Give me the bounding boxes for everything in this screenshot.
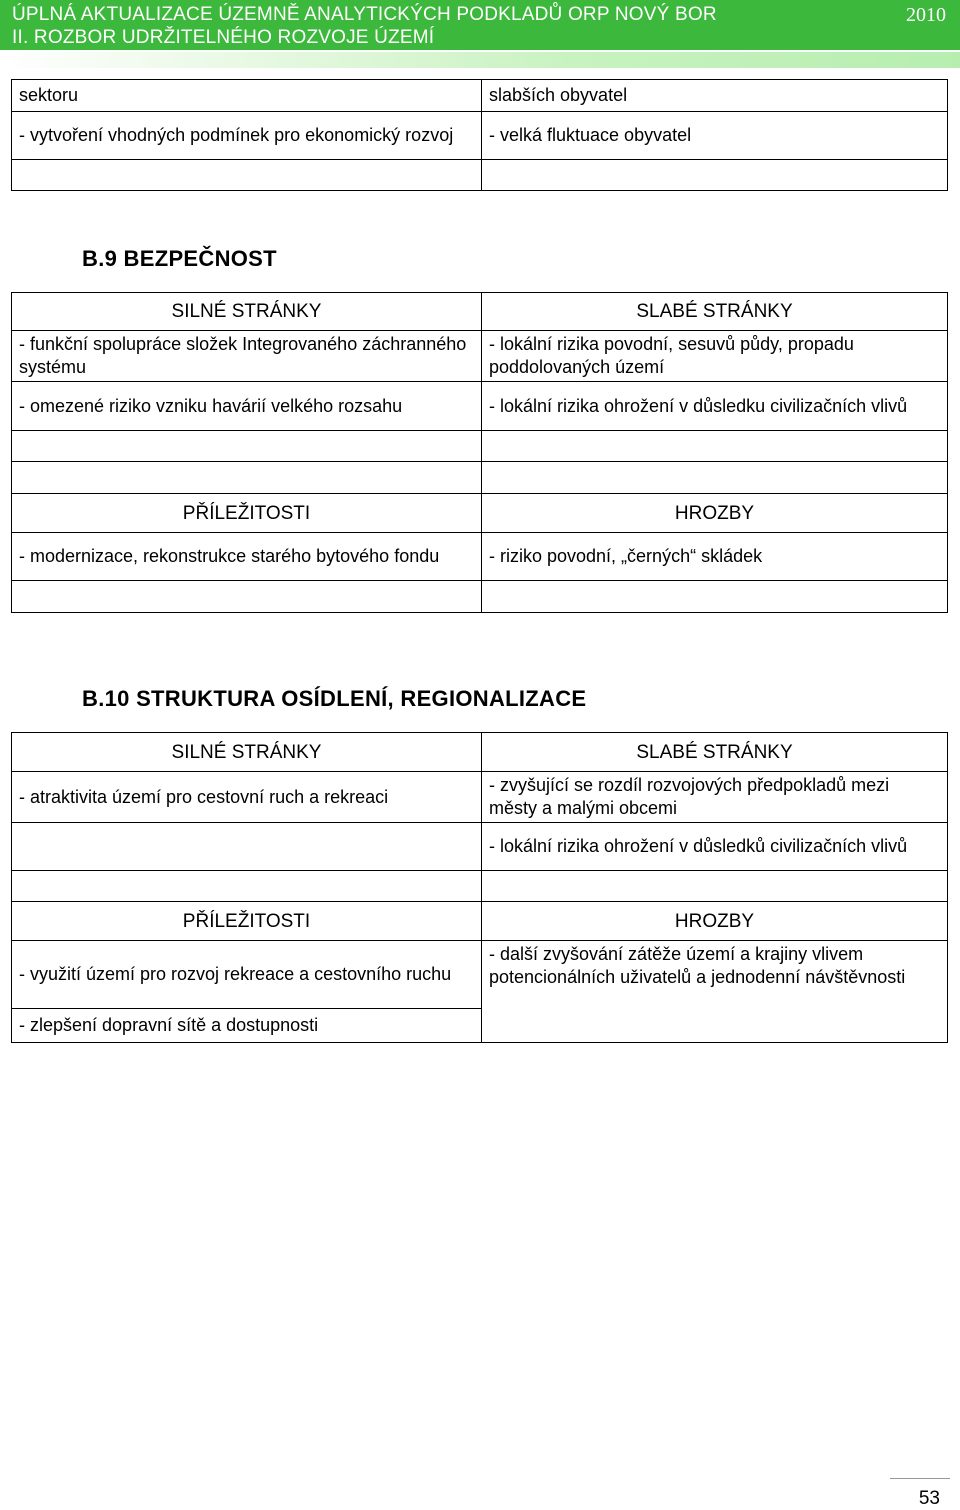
table-cell: slabších obyvatel xyxy=(482,80,948,112)
threats-header: HROZBY xyxy=(482,902,948,941)
header-title-line1: ÚPLNÁ AKTUALIZACE ÚZEMNĚ ANALYTICKÝCH PODKLADŮ ORP NOVÝ BOR xyxy=(12,4,717,25)
opportunities-header: PŘÍLEŽITOSTI xyxy=(12,902,482,941)
header-stripe xyxy=(0,52,960,68)
opportunity-item: - využití území pro rozvoj rekreace a cestovního ruchu xyxy=(12,941,482,1009)
strengths-header: SILNÉ STRÁNKY xyxy=(12,293,482,331)
continuation-table xyxy=(11,79,948,191)
threat-item: - další zvyšování zátěže území a krajiny vlivem potencionálních uživatelů a jednodenní návštěvnosti xyxy=(482,941,948,1043)
weaknesses-header: SLABÉ STRÁNKY xyxy=(482,733,948,772)
table-cell xyxy=(482,581,948,613)
table-cell xyxy=(12,160,482,191)
page-number: 53 xyxy=(918,1488,940,1509)
strength-item: - omezené riziko vzniku havárií velkého rozsahu xyxy=(12,382,482,431)
document-header xyxy=(0,0,960,50)
opportunity-item: - zlepšení dopravní sítě a dostupnosti xyxy=(12,1009,482,1043)
weakness-item: - lokální rizika ohrožení v důsledku civilizačních vlivů xyxy=(482,382,948,431)
weakness-item: - lokální rizika ohrožení v důsledků civilizačních vlivů xyxy=(482,823,948,871)
strengths-header: SILNÉ STRÁNKY xyxy=(12,733,482,772)
table-cell xyxy=(12,581,482,613)
table-cell xyxy=(12,823,482,871)
opportunity-item: - modernizace, rekonstrukce starého bytového fondu xyxy=(12,533,482,581)
table-cell xyxy=(12,431,482,462)
table-cell: - velká fluktuace obyvatel xyxy=(482,112,948,160)
table-cell xyxy=(12,871,482,902)
weakness-item: - zvyšující se rozdíl rozvojových předpokladů mezi městy a malými obcemi xyxy=(482,772,948,823)
header-year: 2010 xyxy=(906,4,946,26)
strength-item: - atraktivita území pro cestovní ruch a rekreaci xyxy=(12,772,482,823)
opportunities-header: PŘÍLEŽITOSTI xyxy=(12,494,482,533)
section-title-b10: B.10 STRUKTURA OSÍDLENÍ, REGIONALIZACE xyxy=(82,686,587,711)
table-cell xyxy=(482,462,948,494)
threats-header: HROZBY xyxy=(482,494,948,533)
strength-item: - funkční spolupráce složek Integrovaného záchranného systému xyxy=(12,331,482,382)
swot-table-b9 xyxy=(11,292,948,613)
table-cell xyxy=(482,871,948,902)
table-cell: sektoru xyxy=(12,80,482,112)
header-title-line2: II. ROZBOR UDRŽITELNÉHO ROZVOJE ÚZEMÍ xyxy=(12,27,435,48)
weaknesses-header: SLABÉ STRÁNKY xyxy=(482,293,948,331)
swot-table-b10 xyxy=(11,732,948,1043)
table-cell xyxy=(482,160,948,191)
weakness-item: - lokální rizika povodní, sesuvů půdy, propadu poddolovaných území xyxy=(482,331,948,382)
table-cell xyxy=(12,462,482,494)
section-title-b9: B.9 BEZPEČNOST xyxy=(82,246,277,271)
table-cell: - vytvoření vhodných podmínek pro ekonomický rozvoj xyxy=(12,112,482,160)
page-number-rule xyxy=(890,1478,950,1479)
table-cell xyxy=(482,431,948,462)
threat-item: - riziko povodní, „černých“ skládek xyxy=(482,533,948,581)
